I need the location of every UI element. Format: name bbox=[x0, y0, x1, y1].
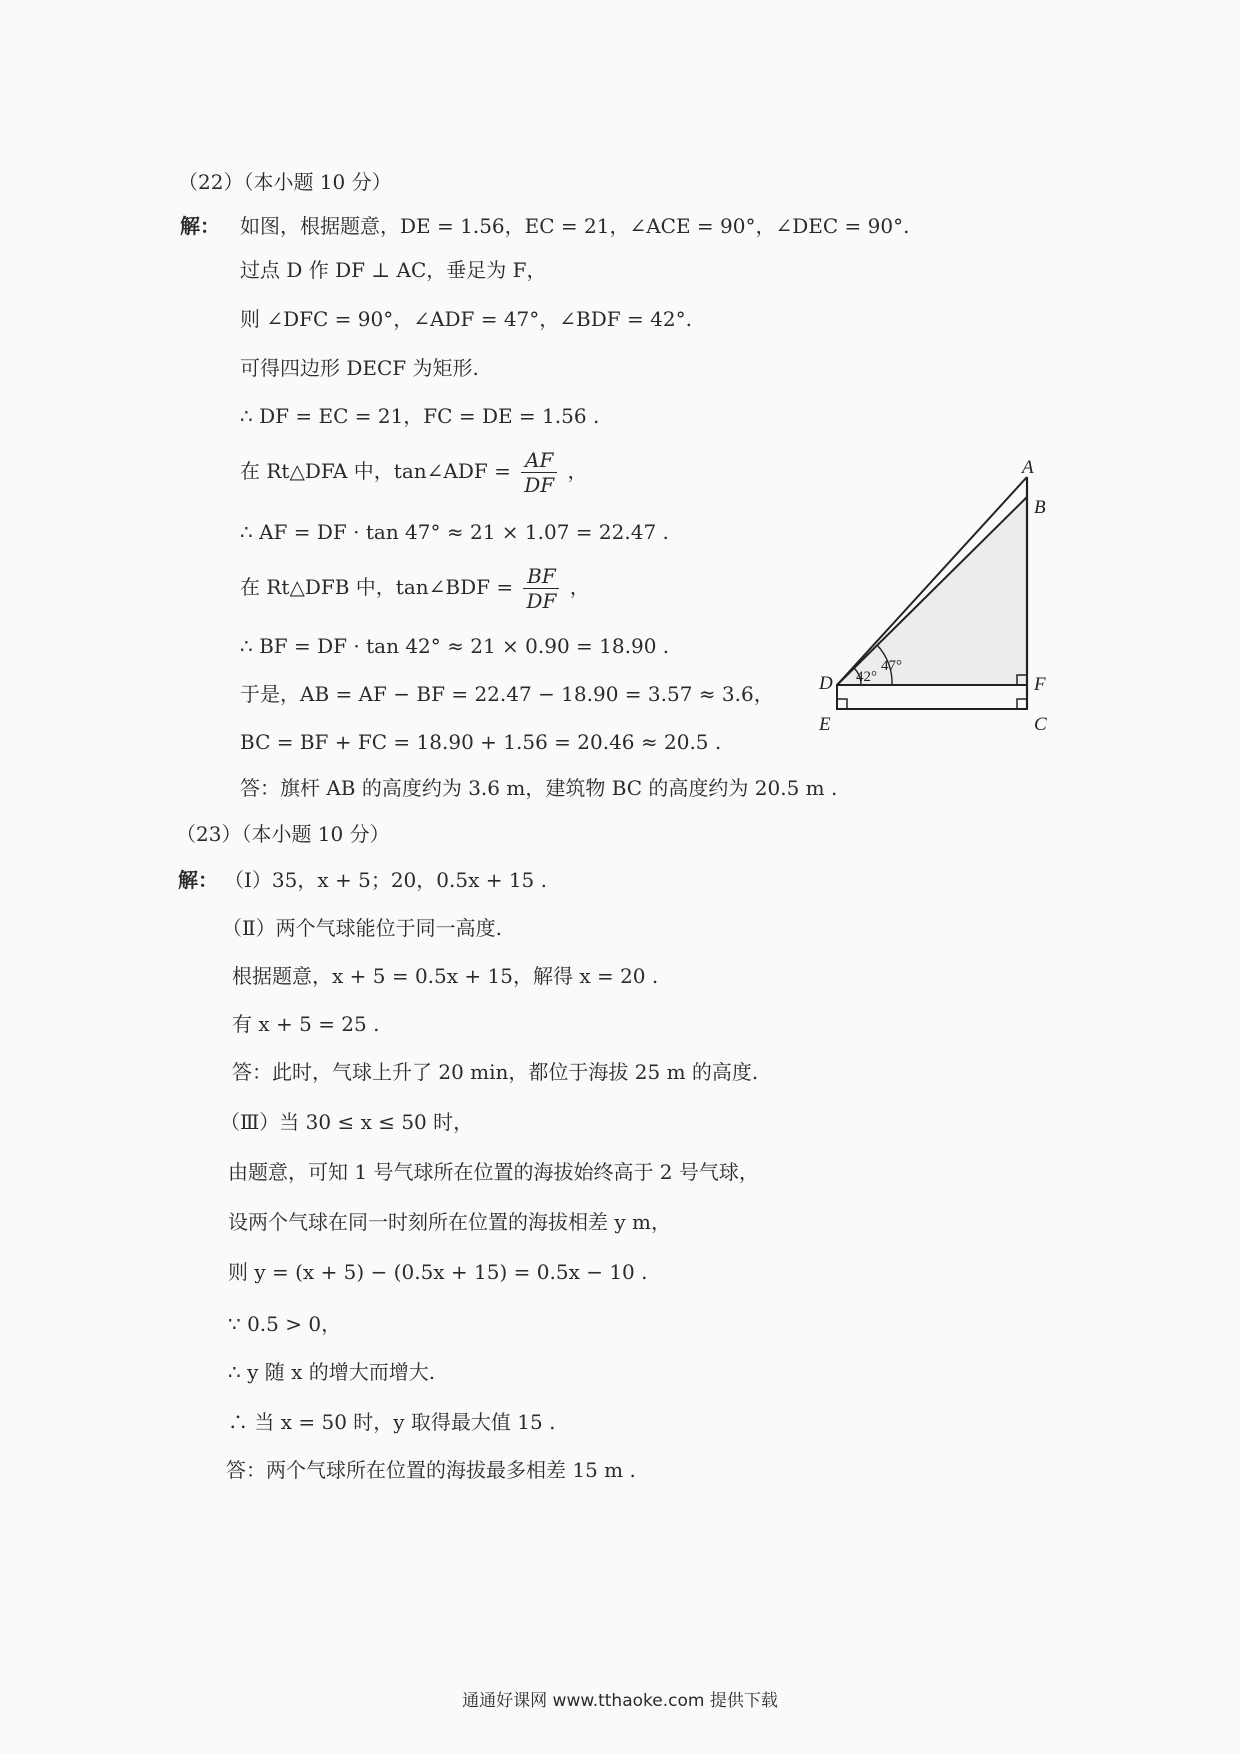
q22-bc-line: BC = BF + FC = 18.90 + 1.56 = 20.46 ≈ 20.5 . bbox=[240, 730, 722, 754]
fraction-numerator: BF bbox=[523, 564, 559, 589]
fraction-bf-df bbox=[523, 564, 559, 613]
triangle-figure bbox=[805, 455, 1075, 745]
fraction-numerator: AF bbox=[521, 448, 557, 473]
q23-part2-line1: 根据题意，x + 5 = 0.5x + 15，解得 x = 20 . bbox=[232, 964, 659, 988]
q22-ab-line: 于是，AB = AF − BF = 22.47 − 18.90 = 3.57 ≈ 3.6， bbox=[240, 682, 774, 706]
rectangle-decf bbox=[837, 685, 1027, 709]
q22-rt1-prefix: 在 Rt△DFA 中，tan∠ADF = bbox=[240, 459, 511, 483]
angle-label-47: 47° bbox=[881, 658, 902, 674]
label-a: A bbox=[1022, 457, 1034, 478]
q22-rt2-suffix: ， bbox=[569, 575, 590, 599]
q23-part3-title: （Ⅲ）当 30 ≤ x ≤ 50 时， bbox=[220, 1110, 474, 1134]
q22-line-2: 过点 D 作 DF ⊥ AC，垂足为 F， bbox=[240, 258, 547, 282]
q23-part1: （Ⅰ）35，x + 5；20，0.5x + 15 . bbox=[224, 868, 547, 892]
label-e: E bbox=[819, 714, 831, 735]
q23-part2-line2: 有 x + 5 = 25 . bbox=[232, 1012, 380, 1036]
q23-part3-line3: 则 y = (x + 5) − (0.5x + 15) = 0.5x − 10 . bbox=[228, 1260, 648, 1284]
q23-part3-answer: 答：两个气球所在位置的海拔最多相差 15 m . bbox=[226, 1458, 636, 1482]
q23-part3-line1: 由题意，可知 1 号气球所在位置的海拔始终高于 2 号气球， bbox=[228, 1160, 759, 1184]
q23-part2-title: （Ⅱ）两个气球能位于同一高度. bbox=[222, 916, 502, 940]
q22-rt2-prefix: 在 Rt△DFB 中，tan∠BDF = bbox=[240, 575, 514, 599]
label-b: B bbox=[1034, 497, 1046, 518]
q22-line-1: 如图，根据题意，DE = 1.56，EC = 21，∠ACE = 90°，∠DEC = 90°. bbox=[240, 214, 910, 238]
q22-jie: 解： bbox=[180, 214, 220, 238]
q23-part2-answer: 答：此时，气球上升了 20 min，都位于海拔 25 m 的高度. bbox=[232, 1060, 759, 1084]
footer-source: 通通好课网 www.tthaoke.com 提供下载 bbox=[462, 1691, 778, 1711]
q22-rt1 bbox=[240, 448, 588, 497]
q22-header: （22）（本小题 10 分） bbox=[178, 170, 392, 194]
q23-header: （23）（本小题 10 分） bbox=[176, 822, 390, 846]
q22-line-3: 则 ∠DFC = 90°，∠ADF = 47°，∠BDF = 42°. bbox=[240, 307, 692, 331]
angle-label-42: 42° bbox=[856, 669, 877, 685]
fraction-denominator: DF bbox=[524, 473, 555, 497]
q23-part3-line4: ∵ 0.5 > 0， bbox=[228, 1312, 342, 1336]
label-c: C bbox=[1034, 714, 1047, 735]
label-d: D bbox=[819, 673, 833, 694]
q22-answer: 答：旗杆 AB 的高度约为 3.6 m，建筑物 BC 的高度约为 20.5 m . bbox=[240, 776, 838, 800]
q22-rt1-suffix: ， bbox=[567, 459, 588, 483]
fraction-af-df bbox=[521, 448, 557, 497]
right-angle-e bbox=[837, 699, 847, 709]
right-angle-c bbox=[1017, 699, 1027, 709]
q22-bf-line: ∴ BF = DF · tan 42° ≈ 21 × 0.90 = 18.90 . bbox=[240, 634, 670, 658]
q22-line-5: ∴ DF = EC = 21，FC = DE = 1.56 . bbox=[240, 404, 600, 428]
label-f: F bbox=[1034, 674, 1046, 695]
q23-part3-line6: ∴ 当 x = 50 时，y 取得最大值 15 . bbox=[228, 1410, 556, 1434]
q22-line-4: 可得四边形 DECF 为矩形. bbox=[240, 356, 479, 380]
q23-part3-line2: 设两个气球在同一时刻所在位置的海拔相差 y m， bbox=[228, 1210, 671, 1234]
q23-jie: 解： bbox=[178, 868, 218, 892]
q22-af-line: ∴ AF = DF · tan 47° ≈ 21 × 1.07 = 22.47 . bbox=[240, 520, 669, 544]
fraction-denominator: DF bbox=[526, 589, 557, 613]
q22-rt2 bbox=[240, 564, 590, 613]
q23-part3-line5: ∴ y 随 x 的增大而增大. bbox=[228, 1360, 436, 1384]
